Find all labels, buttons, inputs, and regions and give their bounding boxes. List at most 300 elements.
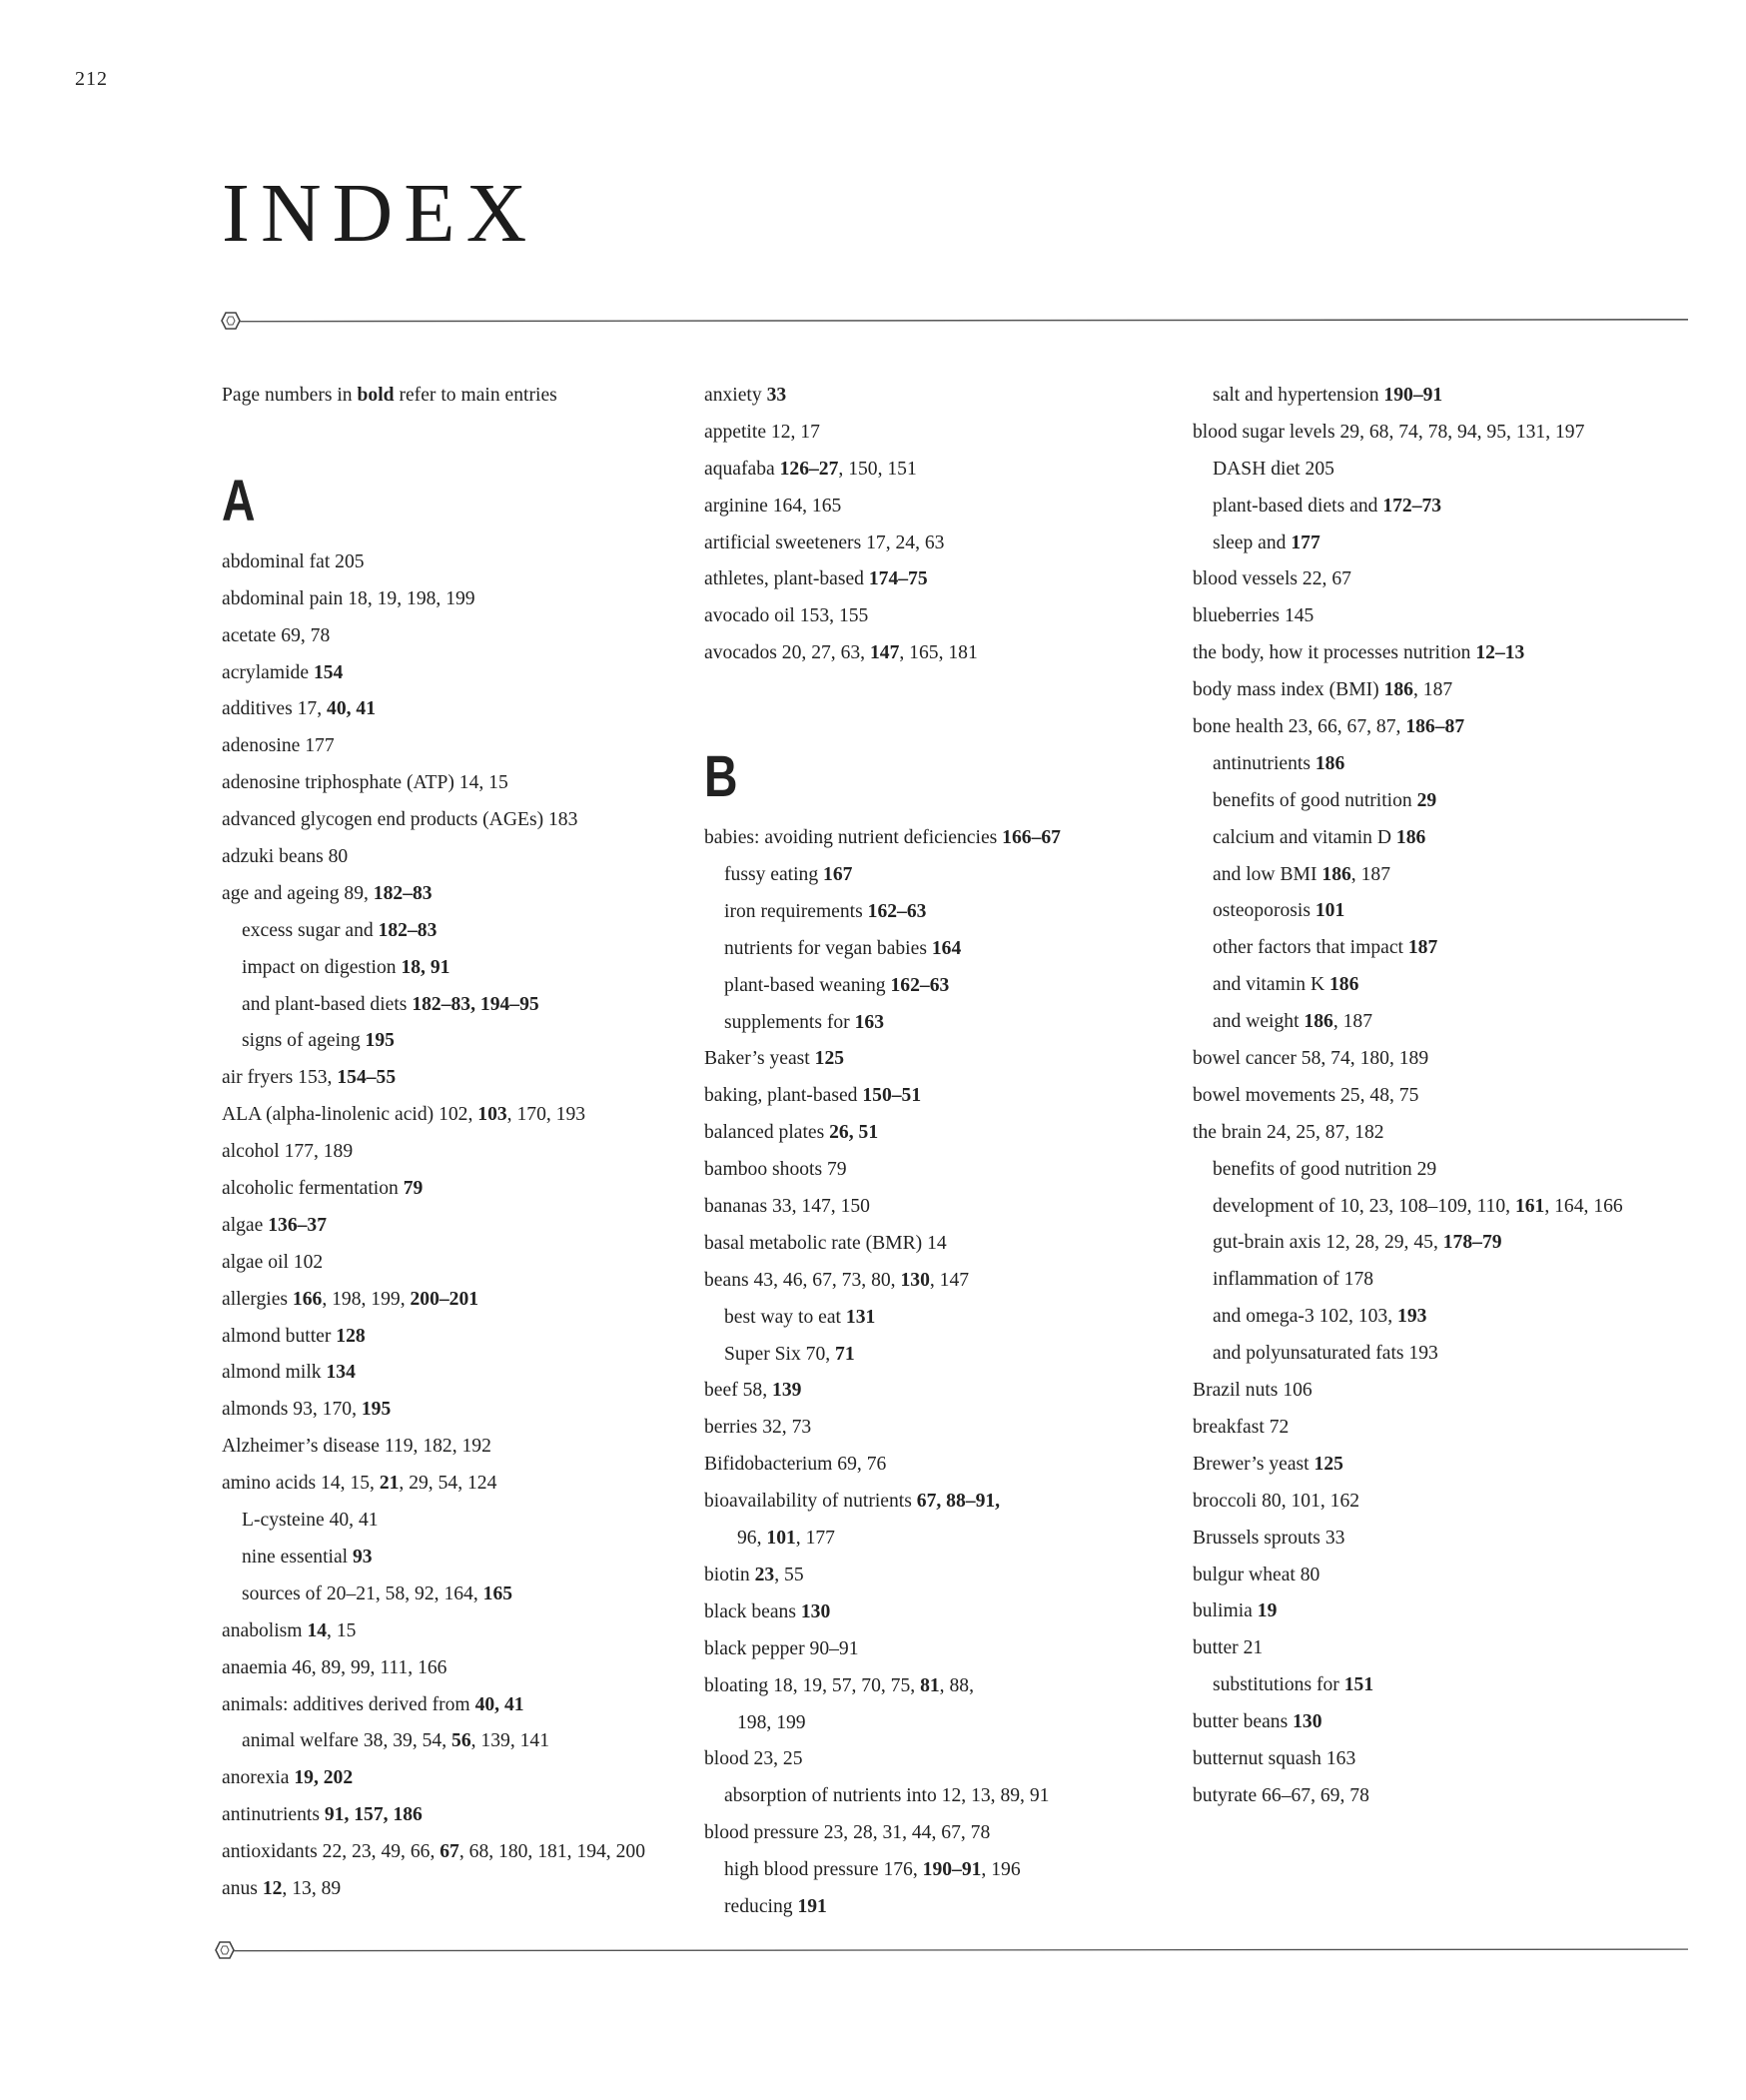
top-divider-rule (220, 310, 1688, 332)
main-entry-page-ref: 130 (900, 1269, 930, 1291)
entry-text: acetate 69, 78 (222, 624, 331, 646)
index-entry (222, 1834, 691, 1871)
entry-text: alcoholic fermentation (222, 1178, 404, 1200)
index-subentry (1193, 489, 1712, 525)
entry-text: berries 32, 73 (704, 1417, 812, 1439)
entry-text: acrylamide (222, 661, 314, 683)
main-entry-page-ref: 21 (379, 1473, 400, 1495)
entry-text: best way to eat (724, 1306, 846, 1328)
entry-text: excess sugar and (242, 919, 379, 941)
entry-text: abdominal fat 205 (222, 550, 365, 572)
index-subentry (1193, 1004, 1712, 1041)
index-entry (704, 489, 1174, 525)
index-entry (704, 1410, 1174, 1447)
index-entry (222, 1060, 691, 1097)
main-entry-page-ref: 79 (403, 1178, 424, 1200)
entry-text: anabolism (222, 1619, 308, 1641)
entry-text: bioavailability of nutrients (704, 1491, 917, 1513)
entry-text: 198, 199 (737, 1711, 806, 1733)
index-subentry (1193, 930, 1712, 967)
index-subentry (704, 1778, 1174, 1815)
main-entry-page-ref: 166 (292, 1288, 323, 1310)
index-entry (222, 1687, 691, 1724)
index-entry (1193, 561, 1712, 598)
index-subentry (1193, 1299, 1712, 1336)
section-letter-heading: A (222, 468, 256, 533)
main-entry-page-ref: 186 (1383, 679, 1413, 701)
index-entry (704, 1373, 1174, 1410)
entry-text: other factors that impact (1213, 937, 1408, 959)
index-subentry (1193, 820, 1712, 857)
entry-text: substitutions for (1213, 1674, 1344, 1696)
main-entry-page-ref: 195 (365, 1030, 395, 1052)
main-entry-page-ref: 67 (439, 1841, 459, 1863)
entry-text: appetite 12, 17 (704, 421, 820, 443)
entry-text: , 55 (774, 1564, 804, 1585)
entry-text: plant-based weaning (724, 974, 891, 996)
index-subentry (1193, 452, 1712, 489)
entry-text: gut-brain axis 12, 28, 29, 45, (1213, 1232, 1443, 1254)
index-subentry (1193, 893, 1712, 930)
entry-text: bloating 18, 19, 57, 70, 75, (704, 1674, 921, 1696)
entry-text: and weight (1213, 1011, 1305, 1033)
index-entry (222, 1097, 691, 1134)
index-entry (704, 820, 1174, 857)
entry-text: almond butter (222, 1325, 337, 1347)
entry-text: nine essential (242, 1546, 353, 1568)
entry-text: benefits of good nutrition 29 (1213, 1158, 1437, 1180)
entry-text: blueberries 145 (1193, 605, 1314, 627)
main-entry-page-ref: 125 (1313, 1453, 1343, 1475)
entry-text: balanced plates (704, 1122, 830, 1144)
entry-text: Brewer’s yeast (1193, 1453, 1314, 1475)
index-subentry (222, 1723, 691, 1760)
index-entry (704, 378, 1174, 415)
entry-text: , 170, 193 (506, 1104, 586, 1126)
entry-text: beans 43, 46, 67, 73, 80, (704, 1269, 901, 1291)
entry-text: beef 58, (704, 1380, 773, 1402)
main-entry-page-ref: 126–27 (779, 458, 839, 480)
index-entry (222, 1466, 691, 1503)
entry-text: Brussels sprouts 33 (1193, 1527, 1345, 1549)
entry-text: babies: avoiding nutrient deficiencies (704, 827, 1003, 849)
index-entry (222, 1797, 691, 1834)
entry-text: signs of ageing (242, 1030, 366, 1052)
index-entry (1193, 709, 1712, 746)
entry-text: Brazil nuts 106 (1193, 1380, 1312, 1402)
index-entry (704, 598, 1174, 635)
index-subentry (1193, 525, 1712, 562)
entry-text: almonds 93, 170, (222, 1399, 362, 1421)
main-entry-page-ref: 14 (307, 1619, 328, 1641)
index-entry (1193, 1521, 1712, 1558)
index-entry (704, 1741, 1174, 1778)
entry-text: blood sugar levels 29, 68, 74, 78, 94, 95, 131, 197 (1193, 421, 1585, 443)
index-entry (1193, 1484, 1712, 1521)
index-entry (704, 1594, 1174, 1631)
index-entry (222, 728, 691, 765)
index-entry (222, 655, 691, 692)
main-entry-page-ref: 172–73 (1382, 495, 1442, 517)
index-subentry (704, 1005, 1174, 1042)
index-entry (222, 1208, 691, 1245)
index-entry (222, 765, 691, 802)
index-entry (704, 635, 1174, 672)
index-entry (1193, 1078, 1712, 1115)
index-subentry (704, 1300, 1174, 1337)
index-entry (1193, 1115, 1712, 1152)
index-subentry (222, 987, 691, 1024)
entry-text: biotin (704, 1564, 755, 1585)
main-entry-page-ref: 186 (1321, 863, 1351, 885)
entry-text: the body, how it processes nutrition (1193, 642, 1476, 664)
entry-text: , 165, 181 (899, 642, 978, 664)
main-entry-page-ref: 71 (835, 1343, 855, 1365)
index-entry (704, 1189, 1174, 1226)
entry-text: osteoporosis (1213, 900, 1315, 922)
entry-text: , 88, (939, 1674, 974, 1696)
entry-text: nutrients for vegan babies (724, 937, 932, 959)
index-subentry (222, 1540, 691, 1576)
index-entry (222, 1613, 691, 1650)
index-entry (222, 876, 691, 913)
index-entry (1193, 1630, 1712, 1667)
entry-text: bowel cancer 58, 74, 180, 189 (1193, 1048, 1429, 1070)
index-subentry (704, 1889, 1174, 1926)
entry-text: alcohol 177, 189 (222, 1141, 354, 1163)
index-entry-continuation (704, 1521, 1174, 1558)
entry-text: , 164, 166 (1544, 1195, 1623, 1217)
entry-text: impact on digestion (242, 956, 402, 978)
index-entry (704, 1558, 1174, 1594)
index-entry (704, 415, 1174, 452)
index-entry (1193, 1373, 1712, 1410)
main-entry-page-ref: 81 (920, 1674, 940, 1696)
index-subentry (1193, 1262, 1712, 1299)
entry-text: and plant-based diets (242, 993, 413, 1015)
entry-text: development of 10, 23, 108–109, 110, (1213, 1195, 1515, 1217)
index-subentry (1193, 1189, 1712, 1226)
index-entry (1193, 1778, 1712, 1815)
index-subentry (222, 950, 691, 987)
index-entry (1193, 635, 1712, 672)
entry-text: bulimia (1193, 1600, 1258, 1622)
entry-text: amino acids 14, 15, (222, 1473, 380, 1495)
main-entry-page-ref: 161 (1514, 1195, 1545, 1217)
entry-text: anxiety (704, 385, 767, 406)
entry-text: anorexia (222, 1767, 295, 1789)
entry-text: and omega-3 102, 103, (1213, 1306, 1398, 1328)
index-entry (222, 581, 691, 618)
index-entry (704, 1668, 1174, 1705)
index-entry (222, 1282, 691, 1319)
index-entry (704, 1484, 1174, 1521)
entry-text: age and ageing 89, (222, 882, 374, 904)
index-entry (1193, 1410, 1712, 1447)
entry-text: body mass index (BMI) (1193, 679, 1384, 701)
entry-text: bone health 23, 66, 67, 87, (1193, 716, 1406, 738)
entry-text: plant-based diets and (1213, 495, 1383, 517)
main-entry-page-ref: 193 (1397, 1306, 1427, 1328)
entry-text: , 177 (795, 1528, 835, 1550)
index-subentry (222, 1503, 691, 1540)
entry-text: butyrate 66–67, 69, 78 (1193, 1784, 1369, 1806)
main-entry-page-ref: 165 (482, 1582, 513, 1604)
entry-text: bamboo shoots 79 (704, 1159, 847, 1181)
main-entry-page-ref: 101 (766, 1528, 796, 1550)
index-subentry (704, 1852, 1174, 1889)
entry-text: , 198, 199, (322, 1288, 411, 1310)
index-entry (1193, 415, 1712, 452)
entry-text: air fryers 153, (222, 1067, 338, 1089)
main-entry-page-ref: 19, 202 (294, 1767, 354, 1789)
entry-text: fussy eating (724, 864, 824, 886)
index-entry (222, 691, 691, 728)
entry-text: allergies (222, 1288, 293, 1310)
entry-text: Super Six 70, (724, 1343, 836, 1365)
main-entry-page-ref: 177 (1291, 531, 1320, 553)
entry-text: algae (222, 1214, 269, 1236)
main-entry-page-ref: 23 (754, 1564, 775, 1585)
main-entry-page-ref: 186 (1314, 752, 1345, 774)
index-entry (222, 1871, 691, 1908)
entry-text: anus (222, 1877, 263, 1899)
entry-text: bowel movements 25, 48, 75 (1193, 1084, 1419, 1106)
index-entry (1193, 1447, 1712, 1484)
main-entry-page-ref: 19 (1257, 1600, 1278, 1622)
index-subentry (1193, 746, 1712, 783)
entry-text: , 187 (1332, 1011, 1372, 1033)
entry-text: bulgur wheat 80 (1193, 1564, 1320, 1585)
main-entry-page-ref: 200–201 (410, 1288, 479, 1310)
main-entry-page-ref: 130 (800, 1600, 831, 1622)
entry-text: iron requirements (724, 900, 868, 922)
main-entry-page-ref: 191 (797, 1895, 827, 1917)
main-entry-page-ref: 139 (772, 1380, 802, 1402)
index-entry (222, 802, 691, 839)
entry-text: supplements for (724, 1011, 855, 1033)
entry-text: Bifidobacterium 69, 76 (704, 1454, 887, 1476)
entry-text: benefits of good nutrition (1213, 789, 1417, 811)
main-entry-page-ref: 186–87 (1405, 716, 1465, 738)
index-subentry (222, 1576, 691, 1613)
entry-text: animal welfare 38, 39, 54, (242, 1730, 452, 1752)
index-subentry (1193, 1336, 1712, 1373)
main-entry-page-ref: 26, 51 (829, 1122, 879, 1144)
entry-text: athletes, plant-based (704, 568, 869, 590)
entry-text: calcium and vitamin D (1213, 826, 1396, 848)
index-entry (704, 525, 1174, 562)
main-entry-page-ref: 101 (1314, 900, 1345, 922)
main-entry-page-ref: 18, 91 (401, 956, 450, 978)
entry-text: and polyunsaturated fats 193 (1213, 1343, 1438, 1365)
main-entry-page-ref: 56 (451, 1730, 471, 1752)
entry-text: antinutrients (222, 1804, 325, 1826)
index-entry (704, 1226, 1174, 1263)
main-entry-page-ref: 154 (313, 661, 344, 683)
entry-text: breakfast 72 (1193, 1416, 1290, 1438)
entry-text: 96, (737, 1528, 767, 1550)
index-entry (704, 1263, 1174, 1300)
index-entry (222, 1429, 691, 1466)
index-entry (1193, 1558, 1712, 1594)
index-entry (704, 1115, 1174, 1152)
entry-text: aquafaba (704, 458, 780, 480)
main-entry-page-ref: 29 (1416, 789, 1437, 811)
entry-text: high blood pressure 176, (724, 1859, 923, 1881)
entry-text: adzuki beans 80 (222, 846, 349, 868)
entry-text: animals: additives derived from (222, 1693, 475, 1715)
entry-text: inflammation of 178 (1213, 1269, 1374, 1291)
main-entry-page-ref: 174–75 (868, 568, 928, 590)
index-entry (1193, 1593, 1712, 1630)
entry-text: , 139, 141 (470, 1730, 549, 1752)
index-entry (222, 1171, 691, 1208)
index-subentry (704, 894, 1174, 931)
entry-text: abdominal pain 18, 19, 198, 199 (222, 587, 475, 609)
entry-text: and vitamin K (1213, 974, 1329, 996)
entry-text: sleep and (1213, 531, 1292, 553)
section-spacer (704, 672, 1174, 746)
entry-text: blood pressure 23, 28, 31, 44, 67, 78 (704, 1822, 991, 1844)
entry-text: arginine 164, 165 (704, 495, 842, 517)
entry-text: algae oil 102 (222, 1251, 324, 1273)
index-entry (704, 561, 1174, 598)
entry-text: avocado oil 153, 155 (704, 605, 869, 627)
main-entry-page-ref: 103 (477, 1104, 507, 1126)
bottom-divider-rule (214, 1939, 1688, 1961)
index-entry (704, 1631, 1174, 1668)
entry-text: , 187 (1350, 863, 1390, 885)
entry-text: butter 21 (1193, 1637, 1264, 1659)
entry-text: antinutrients (1213, 752, 1315, 774)
entry-text: , 15 (327, 1619, 357, 1641)
main-entry-page-ref: 150–51 (862, 1085, 922, 1107)
index-column-3 (1193, 378, 1712, 1815)
entry-text: artificial sweeteners 17, 24, 63 (704, 531, 945, 553)
main-entry-page-ref: 136–37 (268, 1214, 328, 1236)
index-subentry (704, 931, 1174, 968)
entry-text: adenosine triphosphate (ATP) 14, 15 (222, 772, 508, 794)
entry-text: blood 23, 25 (704, 1748, 803, 1770)
index-subentry (704, 1337, 1174, 1374)
entry-text: blood vessels 22, 67 (1193, 568, 1351, 590)
index-subentry (222, 913, 691, 950)
index-entry (222, 618, 691, 655)
main-entry-page-ref: 182–83 (378, 919, 437, 941)
entry-text: anaemia 46, 89, 99, 111, 166 (222, 1656, 447, 1678)
index-entry (1193, 1704, 1712, 1741)
index-entry (222, 1319, 691, 1356)
index-subentry (1193, 857, 1712, 894)
index-entry (704, 452, 1174, 489)
index-entry (222, 1392, 691, 1429)
index-entry (222, 1355, 691, 1392)
index-subentry (1193, 783, 1712, 820)
index-entry (222, 1245, 691, 1282)
entry-text: and low BMI (1213, 863, 1322, 885)
index-subentry (1193, 1152, 1712, 1189)
index-subentry (704, 968, 1174, 1005)
main-entry-page-ref: 182–83, 194–95 (412, 993, 539, 1015)
hexagon-ornament-icon (222, 313, 240, 329)
main-entry-page-ref: 178–79 (1442, 1232, 1502, 1254)
index-entry (222, 544, 691, 581)
main-entry-page-ref: 187 (1407, 937, 1438, 959)
entry-text: the brain 24, 25, 87, 182 (1193, 1121, 1384, 1143)
entry-text: black beans (704, 1600, 801, 1622)
entry-text: , 150, 151 (838, 458, 917, 480)
entry-text: DASH diet 205 (1213, 458, 1334, 480)
main-entry-page-ref: 162–63 (890, 974, 950, 996)
index-entry (704, 1447, 1174, 1484)
entry-text: , 187 (1412, 679, 1453, 701)
main-entry-page-ref: 154–55 (337, 1067, 397, 1089)
main-entry-page-ref: 40, 41 (474, 1693, 524, 1715)
main-entry-page-ref: 93 (353, 1546, 373, 1568)
entry-text: absorption of nutrients into 12, 13, 89, 91 (724, 1785, 1050, 1807)
main-entry-page-ref: 195 (361, 1399, 392, 1421)
index-subentry (1193, 378, 1712, 415)
entry-text: L-cysteine 40, 41 (242, 1510, 379, 1532)
entry-text: baking, plant-based (704, 1085, 863, 1107)
hexagon-ornament-icon (216, 1942, 234, 1958)
entry-text: sources of 20–21, 58, 92, 164, (242, 1582, 483, 1604)
index-entry (704, 1815, 1174, 1852)
index-subentry (1193, 1667, 1712, 1704)
entry-text: , 29, 54, 124 (399, 1473, 497, 1495)
index-subentry (1193, 967, 1712, 1004)
entry-text: reducing (724, 1895, 798, 1917)
index-entry (1193, 598, 1712, 635)
entry-text: , 147 (929, 1269, 970, 1291)
index-entry (222, 1650, 691, 1687)
entry-text: butternut squash 163 (1193, 1747, 1356, 1769)
main-entry-page-ref: 12 (262, 1877, 283, 1899)
index-column-2 (704, 378, 1174, 1926)
entry-text: bananas 33, 147, 150 (704, 1196, 870, 1218)
entry-text: basal metabolic rate (BMR) 14 (704, 1232, 947, 1254)
index-entry (222, 839, 691, 876)
entry-text: ALA (alpha-linolenic acid) 102, (222, 1104, 478, 1126)
main-entry-page-ref: 125 (814, 1048, 845, 1070)
index-entry (1193, 1041, 1712, 1078)
index-subentry (704, 857, 1174, 894)
main-entry-page-ref: 131 (845, 1306, 876, 1328)
entry-text: almond milk (222, 1362, 327, 1384)
main-entry-page-ref: 186 (1329, 974, 1359, 996)
main-entry-page-ref: 147 (869, 642, 900, 664)
index-entry (704, 1152, 1174, 1189)
main-entry-page-ref: 166–67 (1002, 827, 1061, 849)
index-entry (704, 1078, 1174, 1115)
bold-page-note: Page numbers in bold refer to main entries (222, 385, 557, 406)
main-entry-page-ref: 163 (854, 1011, 884, 1033)
entry-text: Alzheimer’s disease 119, 182, 192 (222, 1436, 491, 1458)
entry-text: , 196 (981, 1859, 1021, 1881)
index-entry (222, 1134, 691, 1171)
main-entry-page-ref: 33 (766, 385, 787, 406)
main-entry-page-ref: 130 (1293, 1711, 1322, 1733)
index-entry-continuation (704, 1705, 1174, 1742)
main-entry-page-ref: 162–63 (867, 900, 927, 922)
page-number: 212 (75, 68, 108, 90)
main-entry-page-ref: 186 (1304, 1011, 1333, 1033)
main-entry-page-ref: 164 (931, 937, 962, 959)
main-entry-page-ref: 182–83 (373, 882, 433, 904)
entry-text: butter beans (1193, 1711, 1294, 1733)
entry-text: additives 17, (222, 698, 328, 720)
